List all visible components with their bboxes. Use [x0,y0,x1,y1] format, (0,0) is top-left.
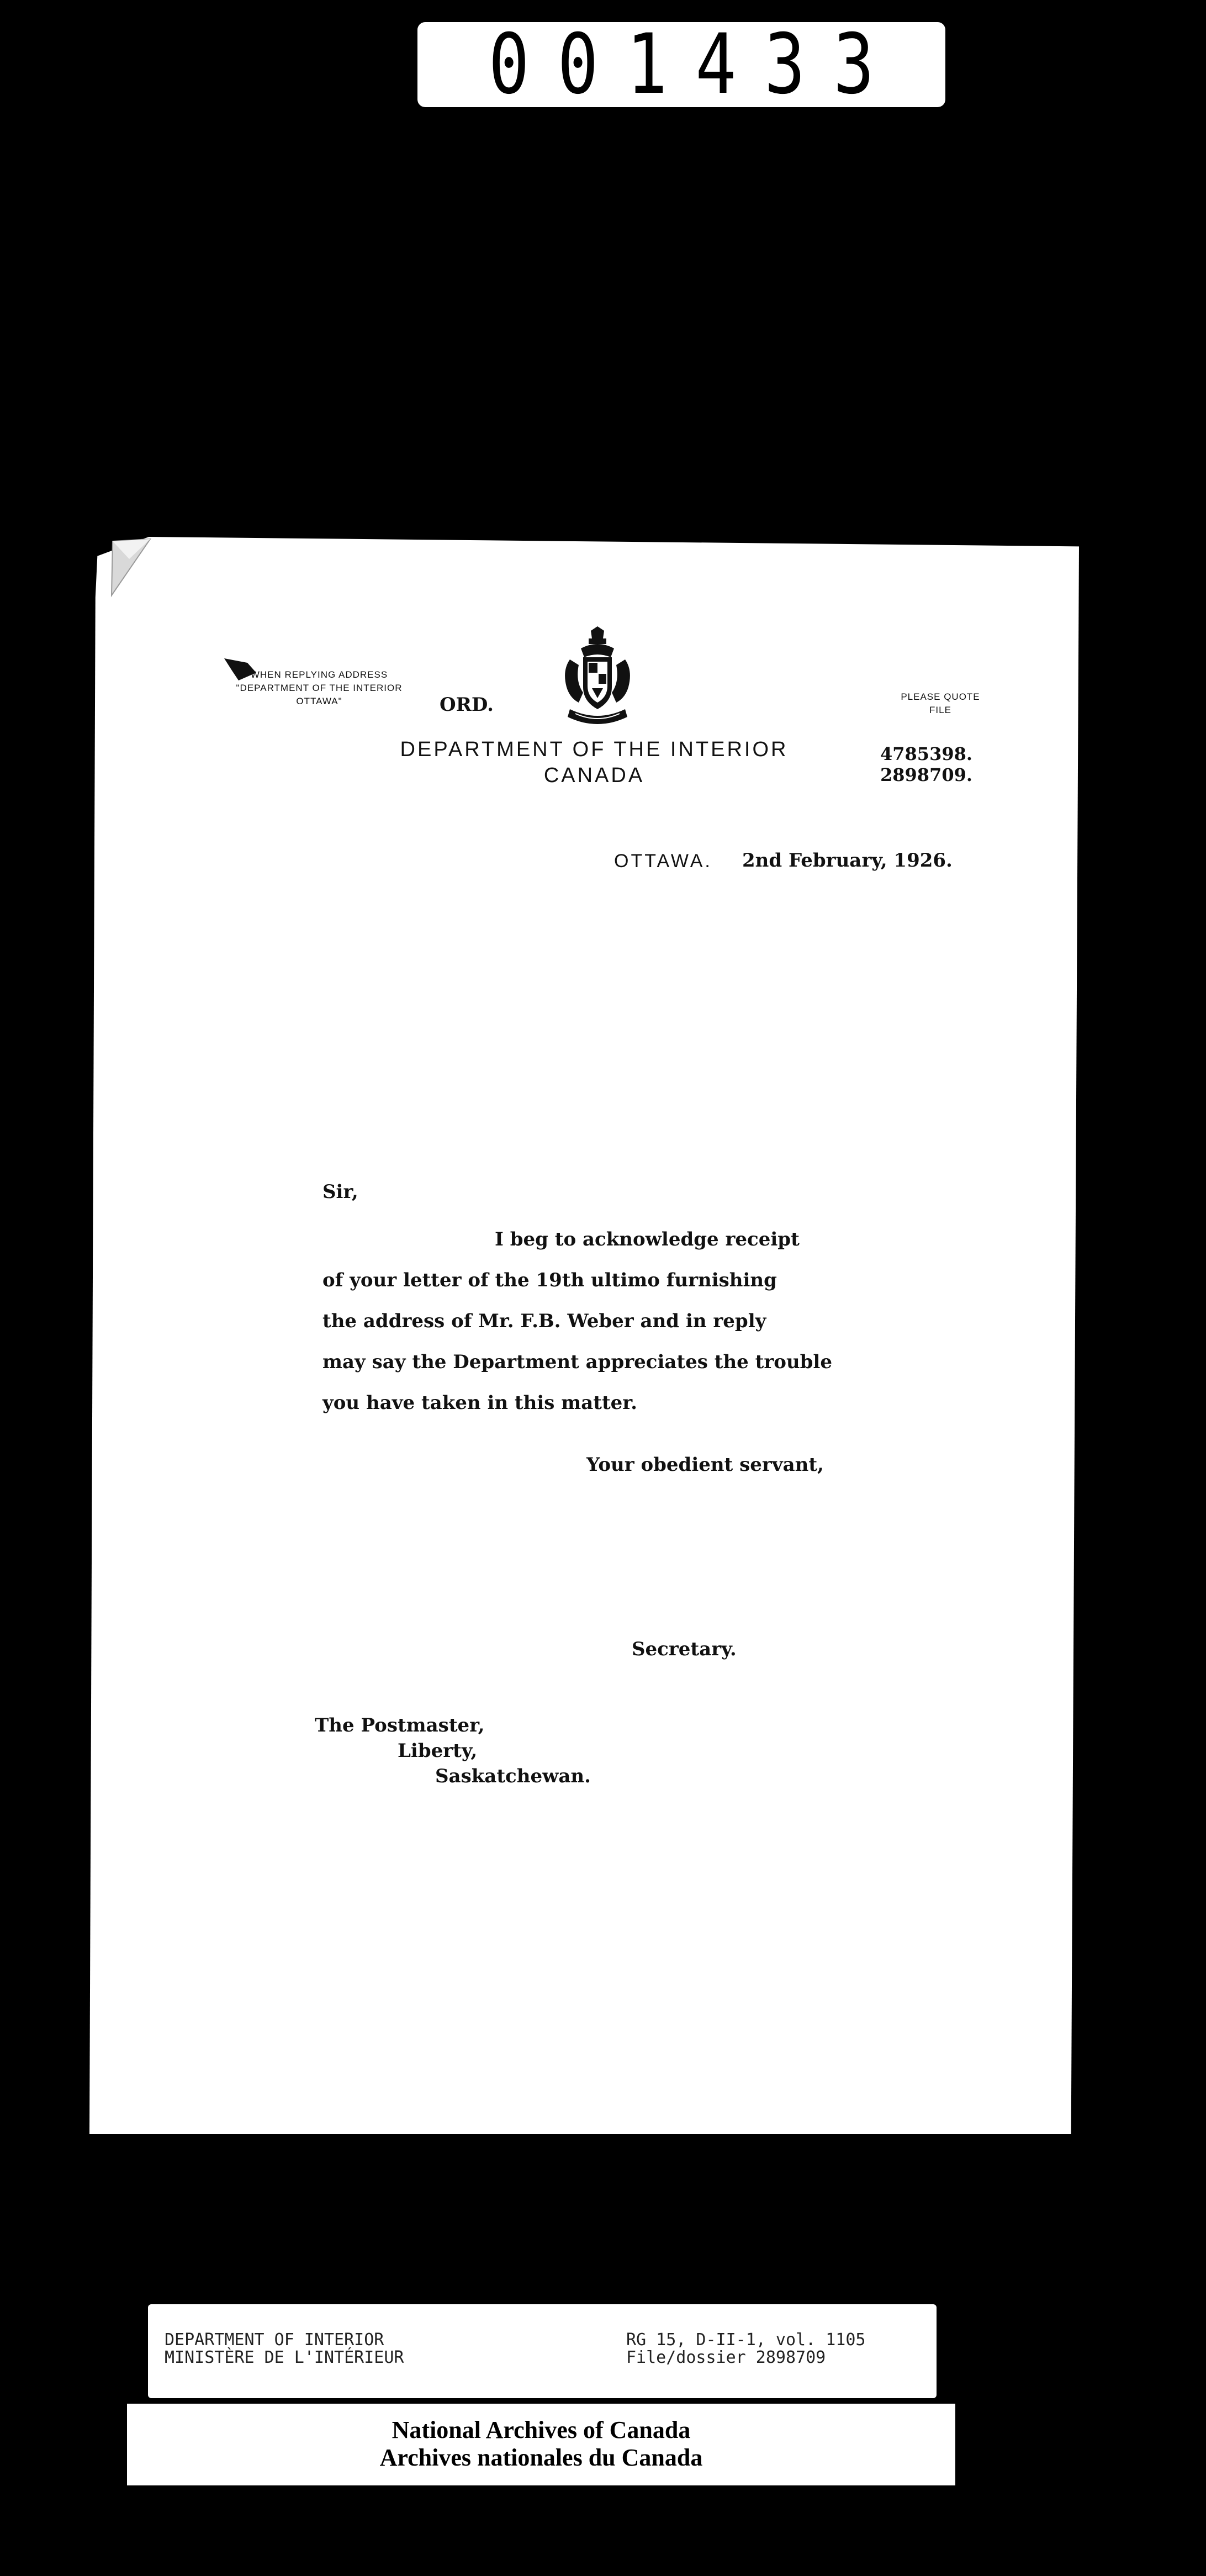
reply-note-line: WHEN REPLYING ADDRESS [250,669,388,680]
addressee-line: Liberty, [398,1740,478,1762]
salutation: Sir, [322,1181,358,1203]
addressee-line: Saskatchewan. [435,1765,591,1787]
quote-file-note [882,690,998,717]
order-code: ORD. [440,694,494,716]
reply-address-note [214,668,424,708]
body-line: you have taken in this matter. [322,1392,637,1414]
archive-reference-strip [148,2304,937,2398]
file-number: 4785398. [880,743,972,764]
closing: Your obedient servant, [586,1454,824,1476]
frame-number-plate [417,17,945,113]
addressee-line: The Postmaster, [315,1714,485,1736]
file-number: 2898709. [880,764,972,785]
archive-name-en: National Archives of Canada [392,2416,691,2443]
signature-title: Secretary. [632,1638,737,1660]
frame-number: 001433 [488,17,903,113]
body-line: I beg to acknowledge receipt [495,1228,800,1250]
reference-department-en: DEPARTMENT OF INTERIOR [165,2330,384,2350]
archive-name-fr: Archives nationales du Canada [379,2444,703,2471]
body-line: the address of Mr. F.B. Weber and in reply [322,1310,766,1332]
royal-coat-of-arms-icon [559,626,636,729]
dateline-city: OTTAWA. [614,851,712,872]
reference-file-number: File/dossier 2898709 [626,2348,826,2367]
department-country: CANADA [543,764,645,787]
quote-file-line: FILE [929,705,951,715]
department-title: DEPARTMENT OF THE INTERIOR [400,738,789,761]
reply-note-line: OTTAWA" [296,696,342,706]
quote-file-line: PLEASE QUOTE [901,691,980,702]
reference-department-fr: MINISTÈRE DE L'INTÉRIEUR [165,2348,404,2367]
dateline-date: 2nd February, 1926. [742,849,953,872]
folded-corner-icon [107,537,151,598]
archive-label [127,2404,955,2485]
reply-note-line: "DEPARTMENT OF THE INTERIOR [236,683,403,693]
body-line: may say the Department appreciates the trouble [322,1351,832,1373]
body-line: of your letter of the 19th ultimo furnishing [322,1269,777,1291]
reference-record-group: RG 15, D-II-1, vol. 1105 [626,2330,866,2350]
